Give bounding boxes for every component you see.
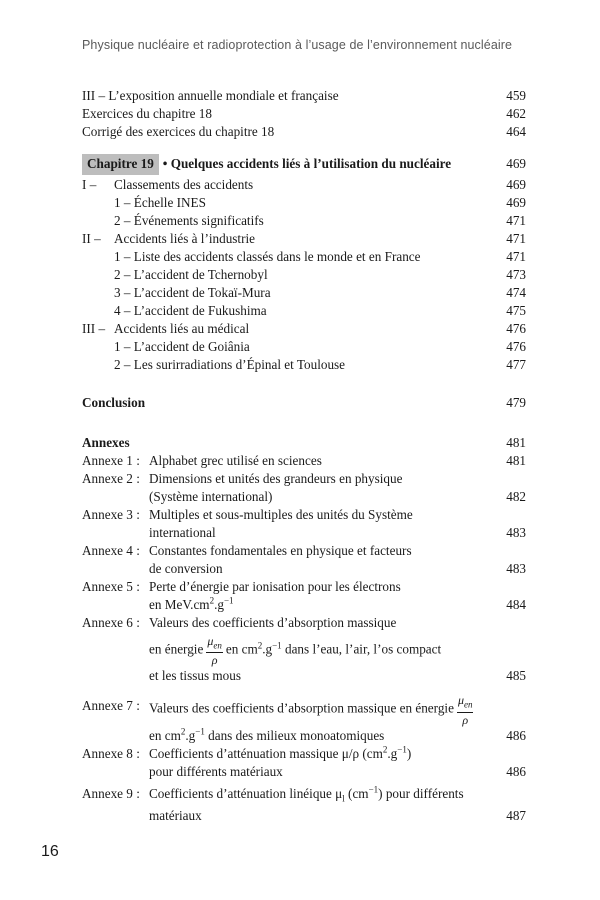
annex-text: dans des milieux monoatomiques (204, 727, 385, 743)
toc-entry-label: Exercices du chapitre 18 (82, 106, 212, 121)
section-page: 476 (506, 321, 526, 336)
subsection-page: 476 (506, 339, 526, 354)
chapter-tag: Chapitre 19 (82, 154, 159, 175)
toc-entry (82, 123, 526, 141)
annex-page: 482 (506, 489, 526, 504)
subsection-entry (82, 356, 526, 374)
subsection-entry (82, 284, 526, 302)
annex-text: .g (262, 641, 273, 657)
subsection-label: 1 – Liste des accidents classés dans le monde et en France (114, 249, 421, 264)
frac-numerator-sub: en (213, 640, 222, 651)
frac-denominator: ρ (462, 712, 469, 727)
subsection-entry (82, 212, 526, 230)
annex-label: Annexe 8 : (82, 745, 140, 761)
frac-numerator: μ (207, 634, 214, 648)
section-number: II – (82, 231, 101, 246)
annex-text: .g (387, 745, 398, 761)
annex-page: 485 (506, 668, 526, 684)
chapter-page: 469 (506, 156, 526, 171)
annex-unit-exp: 2 (209, 595, 215, 606)
conclusion-entry (82, 394, 526, 412)
subsection-page: 473 (506, 267, 526, 282)
section-entry (82, 320, 526, 338)
annex-unit-exp: −1 (223, 595, 234, 606)
toc-entry (82, 105, 526, 123)
subsection-label: 2 – Événements significatifs (114, 213, 264, 228)
mu-over-rho-fraction (457, 693, 474, 726)
annex-title-line: Dimensions et unités des grandeurs en physique (149, 471, 403, 486)
annex-entry (82, 470, 526, 506)
annex-label: Annexe 6 : (82, 615, 140, 630)
subsection-label: 3 – L’accident de Tokaï-Mura (114, 285, 271, 300)
annex-title-line: Multiples et sous-multiples des unités du Système (149, 507, 413, 522)
conclusion-label: Conclusion (82, 395, 146, 410)
annex-text: ) pour différents (378, 785, 464, 801)
annex-title-line: Perte d’énergie par ionisation pour les électrons (149, 579, 401, 594)
subsection-label: 2 – Les surirradiations d’Épinal et Toulouse (114, 357, 346, 372)
annex-label: Annexe 4 : (82, 543, 140, 558)
table-of-contents (82, 87, 526, 825)
annex-unit-exp: 2 (180, 726, 186, 737)
section-page: 469 (506, 177, 526, 192)
annex-text: .g (185, 727, 196, 743)
toc-entry (82, 87, 526, 105)
subsection-label: 4 – L’accident de Fukushima (114, 303, 267, 318)
annex-label: Annexe 2 : (82, 471, 140, 486)
annex-title-line (149, 745, 492, 763)
page-number: 16 (41, 843, 59, 860)
annex-entry (82, 693, 526, 744)
annex-entry (82, 578, 526, 614)
annex-title-line (149, 596, 492, 614)
toc-entry-label: III – L’exposition annuelle mondiale et française (82, 88, 339, 103)
annexes-heading (82, 434, 526, 452)
section-number: III – (82, 321, 106, 336)
annex-title-line (149, 693, 526, 726)
section-entry (82, 230, 526, 248)
subsection-entry (82, 266, 526, 284)
annex-unit-exp: 2 (382, 744, 388, 755)
subsection-page: 475 (506, 303, 526, 318)
annex-page: 484 (506, 597, 526, 612)
subsection-page: 471 (506, 249, 526, 264)
annex-entry (82, 452, 526, 470)
toc-entry-page: 459 (506, 88, 526, 103)
subsection-page: 471 (506, 213, 526, 228)
annex-page: 486 (506, 727, 526, 743)
subsection-label: 1 – L’accident de Goiânia (114, 339, 250, 354)
annex-entry (82, 785, 526, 826)
annex-entry (82, 745, 526, 781)
annex-label: Annexe 5 : (82, 579, 140, 594)
annex-title-line: international (149, 525, 216, 540)
annex-title: Alphabet grec utilisé en sciences (149, 453, 322, 468)
subsection-page: 469 (506, 195, 526, 210)
annex-title-line: Valeurs des coefficients d’absorption massique (149, 615, 397, 630)
annex-page: 487 (506, 808, 526, 824)
section-label: Accidents liés à l’industrie (114, 231, 255, 246)
subsection-page: 477 (506, 357, 526, 372)
toc-entry-page: 464 (506, 124, 526, 139)
mu-over-rho-fraction (206, 634, 223, 667)
annex-title-line: matériaux (149, 808, 202, 824)
annexes-heading-label: Annexes (82, 435, 130, 450)
annex-label: Annexe 1 : (82, 453, 140, 468)
annex-page: 486 (506, 763, 526, 779)
toc-entry-label: Corrigé des exercices du chapitre 18 (82, 124, 275, 139)
annex-title-line (149, 727, 526, 745)
annex-text: en cm (149, 727, 181, 743)
annex-unit-text: en MeV.cm (149, 597, 210, 612)
annex-title-line: de conversion (149, 561, 223, 576)
subsection-entry (82, 302, 526, 320)
annex-text: en énergie (149, 641, 204, 657)
running-header: Physique nucléaire et radioprotection à l’usage de l’environnement nucléaire (82, 38, 513, 52)
annex-entry (82, 542, 526, 578)
annex-title-line: (Système international) (149, 489, 273, 504)
annex-title-line: pour différents matériaux (149, 763, 283, 779)
annex-entry (82, 506, 526, 542)
section-number: I – (82, 177, 97, 192)
section-label: Accidents liés au médical (114, 321, 250, 336)
subsection-page: 474 (506, 285, 526, 300)
annex-label: Annexe 3 : (82, 507, 140, 522)
annex-text: Coefficients d’atténuation massique μ/ρ (cm (149, 745, 383, 761)
annex-unit-exp: −1 (195, 726, 205, 737)
annex-text: dans l’eau, l’air, l’os compact (281, 641, 442, 657)
annex-text: Valeurs des coefficients d’absorption massique en énergie (149, 701, 454, 717)
annexes-heading-page: 481 (506, 435, 526, 450)
annex-unit-exp: −1 (272, 640, 282, 651)
chapter-title: • Quelques accidents liés à l’utilisation du nucléaire (162, 156, 452, 171)
section-page: 471 (506, 231, 526, 246)
subsection-entry (82, 248, 526, 266)
annex-text: (cm (344, 785, 369, 801)
section-entry (82, 176, 526, 194)
frac-denominator: ρ (211, 653, 218, 668)
annex-unit-exp: 2 (257, 640, 263, 651)
annex-title-line (149, 785, 492, 808)
annex-text: Coefficients d’atténuation linéique μ (149, 785, 343, 801)
annex-title-line: Constantes fondamentales en physique et facteurs (149, 543, 412, 558)
annex-unit-exp: −1 (368, 784, 379, 795)
subsection-label: 1 – Échelle INES (114, 195, 206, 210)
annex-subscript: l (342, 793, 345, 804)
frac-numerator: μ (457, 693, 464, 708)
frac-numerator-sub: en (463, 699, 473, 710)
conclusion-page: 479 (506, 395, 526, 410)
annex-page: 481 (506, 453, 526, 468)
annex-title-line (149, 634, 492, 667)
annex-label: Annexe 7 : (82, 698, 140, 714)
subsection-label: 2 – L’accident de Tchernobyl (114, 267, 268, 282)
subsection-entry (82, 338, 526, 356)
annex-title-line: et les tissus mous (149, 668, 241, 684)
annex-page: 483 (506, 525, 526, 540)
annex-text: ) (406, 745, 412, 761)
toc-entry-page: 462 (506, 106, 526, 121)
annex-unit-exp: −1 (397, 744, 407, 755)
annex-page: 483 (506, 561, 526, 576)
section-label: Classements des accidents (114, 177, 254, 192)
chapter-heading (82, 154, 526, 178)
subsection-entry (82, 194, 526, 212)
annex-text: en cm (225, 641, 258, 657)
annex-unit-text: .g (214, 597, 224, 612)
annex-entry (82, 614, 526, 685)
annex-label: Annexe 9 : (82, 785, 140, 801)
